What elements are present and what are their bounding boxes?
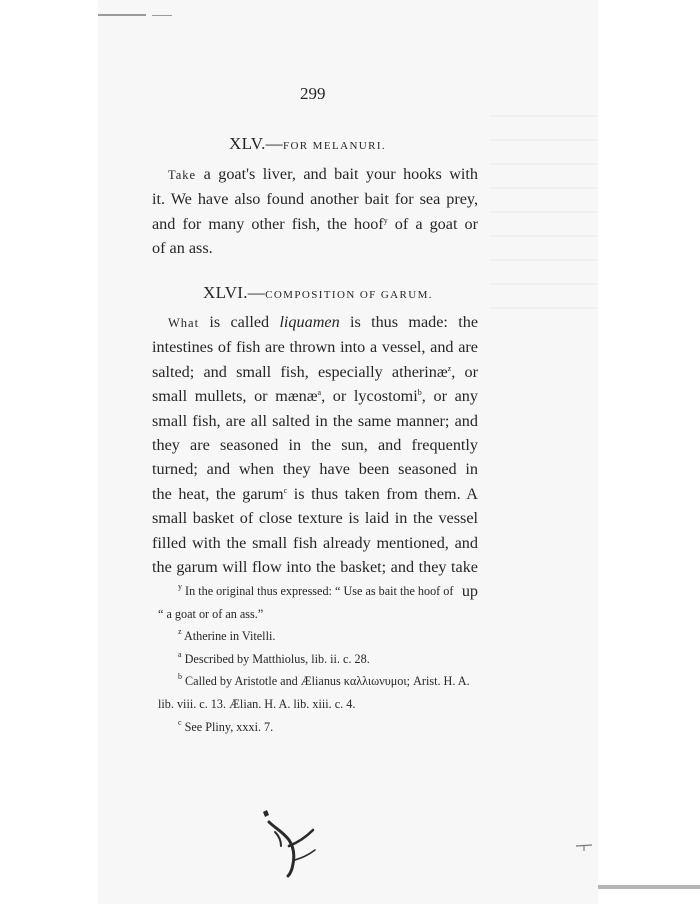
footnote-y-continued: “ a goat or of an ass.” <box>158 606 264 621</box>
text-line <box>152 212 478 236</box>
catchword: up <box>461 582 478 601</box>
show-through-shadow <box>490 115 598 315</box>
line-text: is called <box>199 313 280 331</box>
line-text: , or any <box>421 387 478 406</box>
footnote-marker: c <box>178 717 182 727</box>
text-line <box>152 482 478 506</box>
text-line: turned; and when they have been seasoned in <box>152 460 478 479</box>
stray-mark <box>574 840 594 852</box>
page-edge-mark <box>152 15 172 16</box>
footnote-y <box>158 580 496 603</box>
text-line: intestines of fish are thrown into a vessel, and are <box>152 338 478 357</box>
footnote-marker: a <box>178 649 182 659</box>
text-line <box>152 162 478 187</box>
line-text: salted; and small fish, especially atherinæ <box>152 362 448 381</box>
section-heading-xlvi <box>203 283 433 303</box>
text-line: they are seasoned in the sun, and frequently <box>152 436 478 455</box>
line-text: a goat's liver, and bait your hooks with <box>196 165 478 183</box>
footnote-c <box>158 716 496 739</box>
page-edge-mark <box>98 14 146 16</box>
footnote-text: Called by Aristotle and Ælianus καλλιωνυμοι; Arist. H. A. <box>185 674 470 689</box>
page-edge-mark <box>598 885 700 889</box>
line-text: , or lycostomi <box>321 387 418 406</box>
small-caps-word: What <box>168 316 200 330</box>
text-line: small fish, are all salted in the same manner; and <box>152 411 478 430</box>
paragraph-xlvi <box>152 310 478 604</box>
text-line: small basket of close texture is laid in the vessel <box>152 509 478 528</box>
ink-blot-mark <box>255 806 325 878</box>
heading-numeral: XLV.— <box>229 134 283 153</box>
footnote-ref: y <box>383 215 388 225</box>
footnote-b <box>158 670 496 693</box>
heading-numeral: XLVI.— <box>203 283 266 302</box>
line-text: the heat, the garum <box>152 484 284 503</box>
footnote-ref: a <box>317 388 322 398</box>
text-line <box>152 360 478 384</box>
text-line: of an ass. <box>152 239 213 258</box>
line-text: , or <box>451 362 479 381</box>
footnote-marker: b <box>178 672 182 682</box>
text-line <box>152 384 478 408</box>
text-line: it. We have also found another bait for sea prey, <box>152 190 478 209</box>
text-line <box>152 310 478 335</box>
footnote-marker: z <box>178 627 182 637</box>
footnote-marker: y <box>178 582 182 591</box>
footnote-text: Described by Matthiolus, lib. ii. c. 28. <box>184 651 370 666</box>
footnote-z <box>158 625 496 648</box>
heading-title: FOR MELANURI. <box>282 140 387 152</box>
paragraph-xlv <box>152 162 478 261</box>
section-heading-xlv <box>229 134 386 154</box>
line-text: is thus taken from them. A <box>287 484 479 503</box>
footnote-text: See Pliny, xxxi. 7. <box>184 719 274 734</box>
page-number: 299 <box>300 84 326 103</box>
footnote-b-continued: lib. viii. c. 13. Ælian. H. A. lib. xiii. c. 4. <box>158 696 356 711</box>
footnote-ref: z <box>447 363 452 373</box>
footnote-text: In the original thus expressed: “ Use as bait the hoof of <box>185 584 454 598</box>
italic-word: liquamen <box>279 313 340 331</box>
small-caps-word: Take <box>168 168 197 182</box>
footnotes <box>158 580 496 738</box>
line-text: small mullets, or mænæ <box>152 387 318 406</box>
text-line: filled with the small fish already mentioned, and <box>152 533 478 552</box>
footnote-text: Atherine in Vitelli. <box>183 629 276 644</box>
heading-title: COMPOSITION OF GARUM. <box>265 289 433 301</box>
line-text: and for many other fish, the hoof <box>152 214 384 233</box>
line-text: of a goat or <box>387 214 478 233</box>
text-line: the garum will flow into the basket; and they take <box>152 558 478 577</box>
line-text: is thus made: the <box>339 313 479 331</box>
footnote-a <box>158 648 496 671</box>
footnote-ref: b <box>417 388 422 398</box>
footnote-ref: c <box>283 485 288 495</box>
